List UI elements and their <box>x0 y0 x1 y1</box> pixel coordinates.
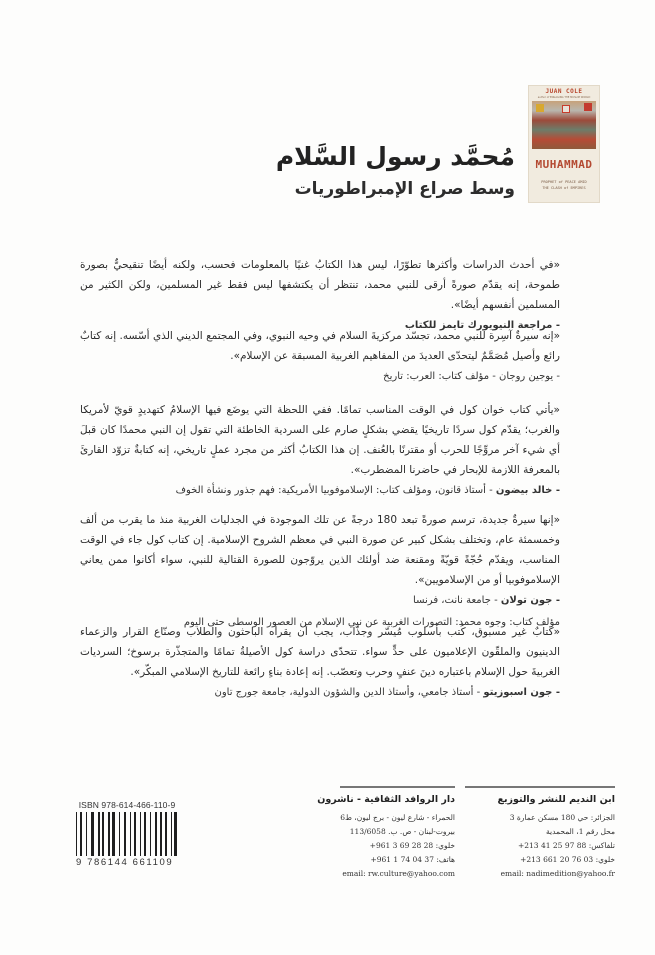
publisher-mobile <box>317 839 455 853</box>
barcode-bar <box>102 812 104 856</box>
barcode-bar <box>111 812 112 856</box>
mobile-number: +213 661 20 76 03 <box>520 855 594 864</box>
barcode-bar <box>108 812 110 856</box>
cover-author: JUAN COLE <box>545 88 583 95</box>
barcode-bar <box>150 812 151 856</box>
cover-flag-icon <box>584 103 592 111</box>
quote-attribution <box>80 590 560 612</box>
quote-text: «إنه سيرةٌ آسِرة للنبي محمد، تجسّد مركزيةَ السلام في وحيه النبوي، وفي المجتمع الديني الذي أسّسه. إنه كتابٌ رائع وأصيل مُصَمَّمٌ ليتحدّى العديدَ من المفاهيم الغربية المسبقة عن الإسلام». <box>80 330 560 362</box>
barcode-bar <box>80 812 83 856</box>
barcode-bar <box>121 812 123 856</box>
barcode-bar <box>127 812 129 856</box>
mobile-label: خلوي: <box>595 855 615 864</box>
quote-author-role: - أستاذ قانون، ومؤلف كتاب: الإسلاموفوبيا الأمريكية: فهم جذور ونشأة الخوف <box>175 485 496 496</box>
barcode-bar <box>88 812 91 856</box>
quote-attribution <box>80 682 560 704</box>
publisher-address: الحمراء - شارع ليون - برج ليون، ط6 <box>340 813 455 822</box>
publisher-address: بيروت-لبنان - ص. ب. 113/6058 <box>349 827 455 836</box>
review-quote <box>80 510 560 634</box>
book-cover-thumbnail <box>528 85 600 203</box>
quote-author-role: - جامعة نانت، فرنسا <box>413 595 501 606</box>
barcode-bar <box>95 812 97 856</box>
divider <box>465 786 615 788</box>
barcode-bar <box>141 812 143 856</box>
quote-attribution: - يوجين روجان - مؤلف كتاب: العرب: تاريخ <box>383 371 560 382</box>
publisher-address: محل رقم 1، المحمدية <box>545 827 615 836</box>
barcode-bar <box>105 812 107 856</box>
barcode-bar <box>83 812 85 856</box>
phone-label: هاتف: <box>436 855 455 864</box>
divider <box>340 786 455 788</box>
publisher-address: الجزائر: حي 180 مسكن عمارة 3 <box>509 813 615 822</box>
cover-title: MUHAMMAD <box>535 158 593 171</box>
barcode <box>76 800 178 868</box>
barcode-bar <box>168 812 170 856</box>
cover-painting <box>532 101 596 149</box>
publisher-phone <box>317 853 455 867</box>
barcode-bar <box>158 812 159 856</box>
barcode-bar <box>144 812 146 856</box>
review-quote <box>80 326 560 388</box>
isbn-number: ISBN 978-614-466-110-9 <box>78 800 176 810</box>
book-title: مُحمَّد رسول السَّلام <box>275 142 515 171</box>
barcode-bar <box>172 812 173 856</box>
barcode-bar <box>116 812 118 856</box>
cover-subtitle-line: THE CLASH of EMPIRES <box>542 186 586 190</box>
cover-subtitle-line: PROPHET of PEACE AMID <box>541 180 587 184</box>
cover-flag-icon <box>562 105 570 113</box>
barcode-bars <box>76 812 178 856</box>
publisher-name: دار الروافد الثقافية - ناشرون <box>317 794 455 805</box>
barcode-bar <box>174 812 177 856</box>
quote-text: «في أحدث الدراسات وأكثرها تطوّرًا، ليس هذا الكتابُ غنيًا بالمعلومات فحسب، ولكنه أيضًا تنقيحيٌّ بصورة طموحة، إنه يقدّم صورةً أرقى للنبي محمد، تنتظر أن يكتشفها ليس فقط غير المسلمين، ولكن الكثير من المسلمين أنفسهم أيضًا». <box>80 259 560 311</box>
quote-author-role: - أستاذ جامعي، وأستاذ الدين والشؤون الدولية، جامعة جورج تاون <box>214 687 484 698</box>
quote-text: «يأتي كتاب خوان كول في الوقت المناسب تمامًا. ففي اللحظة التي يوضَع فيها الإسلامُ كتهديدٍ قويّ لأمريكا والغرب؛ يقدّم كول سردًا تاريخيًا يقضي بشكلٍ صارم على السردية الخاطئة التي تقول إن النبي محمدًا كان قبلَ أي شيء آخر مروِّجًا للحرب أو مقترنًا بالعُنف. إن هذا الكتابُ أكثر من مجرد عملٍ تاريخي، إنه كتابةٌ تزوّد القارئَ بالمعرفة اللازمة للإبحار في حاضرنا المضطرب». <box>80 404 560 476</box>
barcode-bar <box>147 812 149 856</box>
cover-subtitle <box>529 179 599 191</box>
barcode-bar <box>78 812 79 856</box>
cover-flag-icon <box>536 104 544 112</box>
quote-source: - مراجعة النيويورك تايمز للكتاب <box>404 320 560 331</box>
review-quote <box>80 622 560 704</box>
publisher-name: ابن النديم للنشر والتوزيع <box>497 794 615 805</box>
review-quote <box>80 255 560 337</box>
publisher-nadim <box>498 792 616 881</box>
quote-text: «إنها سيرةٌ جديدة، ترسم صورةً تبعد 180 درجةً عن تلك الموجودة في الجدليات الغربية منذ ما يقرب من ألف وخمسمئة عام، وتختلف بشكل كبير عن صورة النبي في معظم الشروح الإسلامية. إن كتاب كول جاء في الوقت المناسب، ويقدّم حُجّةً قويّةً ومقنعة ضد أولئك الذين يروّجون للصورة القتالية للنبي، سواء أكانوا ممن يعاني الإسلاموفوبيا أو من الإسلامويين». <box>80 514 560 586</box>
barcode-bar <box>101 812 102 856</box>
barcode-bar <box>112 812 115 856</box>
fax-number: +213 41 25 97 88 <box>517 841 587 850</box>
barcode-bar <box>140 812 141 856</box>
publisher-rawafed <box>317 792 455 881</box>
barcode-bar <box>155 812 157 856</box>
barcode-bar <box>134 812 136 856</box>
barcode-bar <box>130 812 132 856</box>
barcode-bar <box>171 812 172 856</box>
publisher-email[interactable]: email: nadimedition@yahoo.fr <box>500 869 615 878</box>
phone-number: +961 1 74 04 37 <box>370 855 434 864</box>
ean-number: 9 786144 661109 <box>76 857 174 868</box>
review-quote <box>80 400 560 502</box>
quote-attribution <box>80 480 560 502</box>
barcode-bar <box>124 812 126 856</box>
quote-author: - جون تولان <box>500 595 560 606</box>
publisher-fax <box>498 839 616 853</box>
barcode-bar <box>91 812 94 856</box>
title-block <box>276 140 515 202</box>
mobile-label: خلوي: <box>435 841 455 850</box>
barcode-bar <box>160 812 163 856</box>
book-subtitle: وسط صراع الإمبراطوريات <box>294 179 515 199</box>
barcode-bar <box>151 812 154 856</box>
fax-label: تلفاكس: <box>588 841 615 850</box>
barcode-bar <box>119 812 121 856</box>
barcode-bar <box>98 812 100 856</box>
quote-author: - جون اسبوزيتو <box>483 687 560 698</box>
quote-attribution-book: مؤلف كتاب: وجوه محمد: التصورات الغربية عن نبي الإسلام من العصور الوسطى حتى اليوم <box>183 617 560 628</box>
cover-blurb: author of ENGAGING THE MUSLIM WORLD <box>537 96 591 99</box>
barcode-bar <box>163 812 164 856</box>
quote-text: «كتابٌ غير مسبوق، كُتب بأسلوب مُيسّر وجذّاب، يجب أن يقرأه الباحثون والطلاب وصنّاع القرار والزعماء الدينيون والملقّون الإعلاميون على حدٍّ سواء. تتحدّى دراسة كول الأصيلةُ تمامًا والمتجذّرة برسوخ؛ السرديات الغربيةَ حول الإسلام باعتباره دينَ عنفٍ وحرب وتعصّب. إنه إعادة بناءٍ رائعة للتاريخ الإسلامي المبكّر». <box>80 626 560 678</box>
barcode-bar <box>137 812 139 856</box>
barcode-bar <box>76 812 77 856</box>
barcode-bar <box>132 812 133 856</box>
publisher-email[interactable]: email: rw.culture@yahoo.com <box>342 869 455 878</box>
barcode-bar <box>165 812 167 856</box>
quote-author: - خالد بيضون <box>495 485 560 496</box>
mobile-number: +961 3 69 28 28 <box>369 841 434 850</box>
publisher-mobile <box>498 853 616 867</box>
barcode-bar <box>86 812 87 856</box>
